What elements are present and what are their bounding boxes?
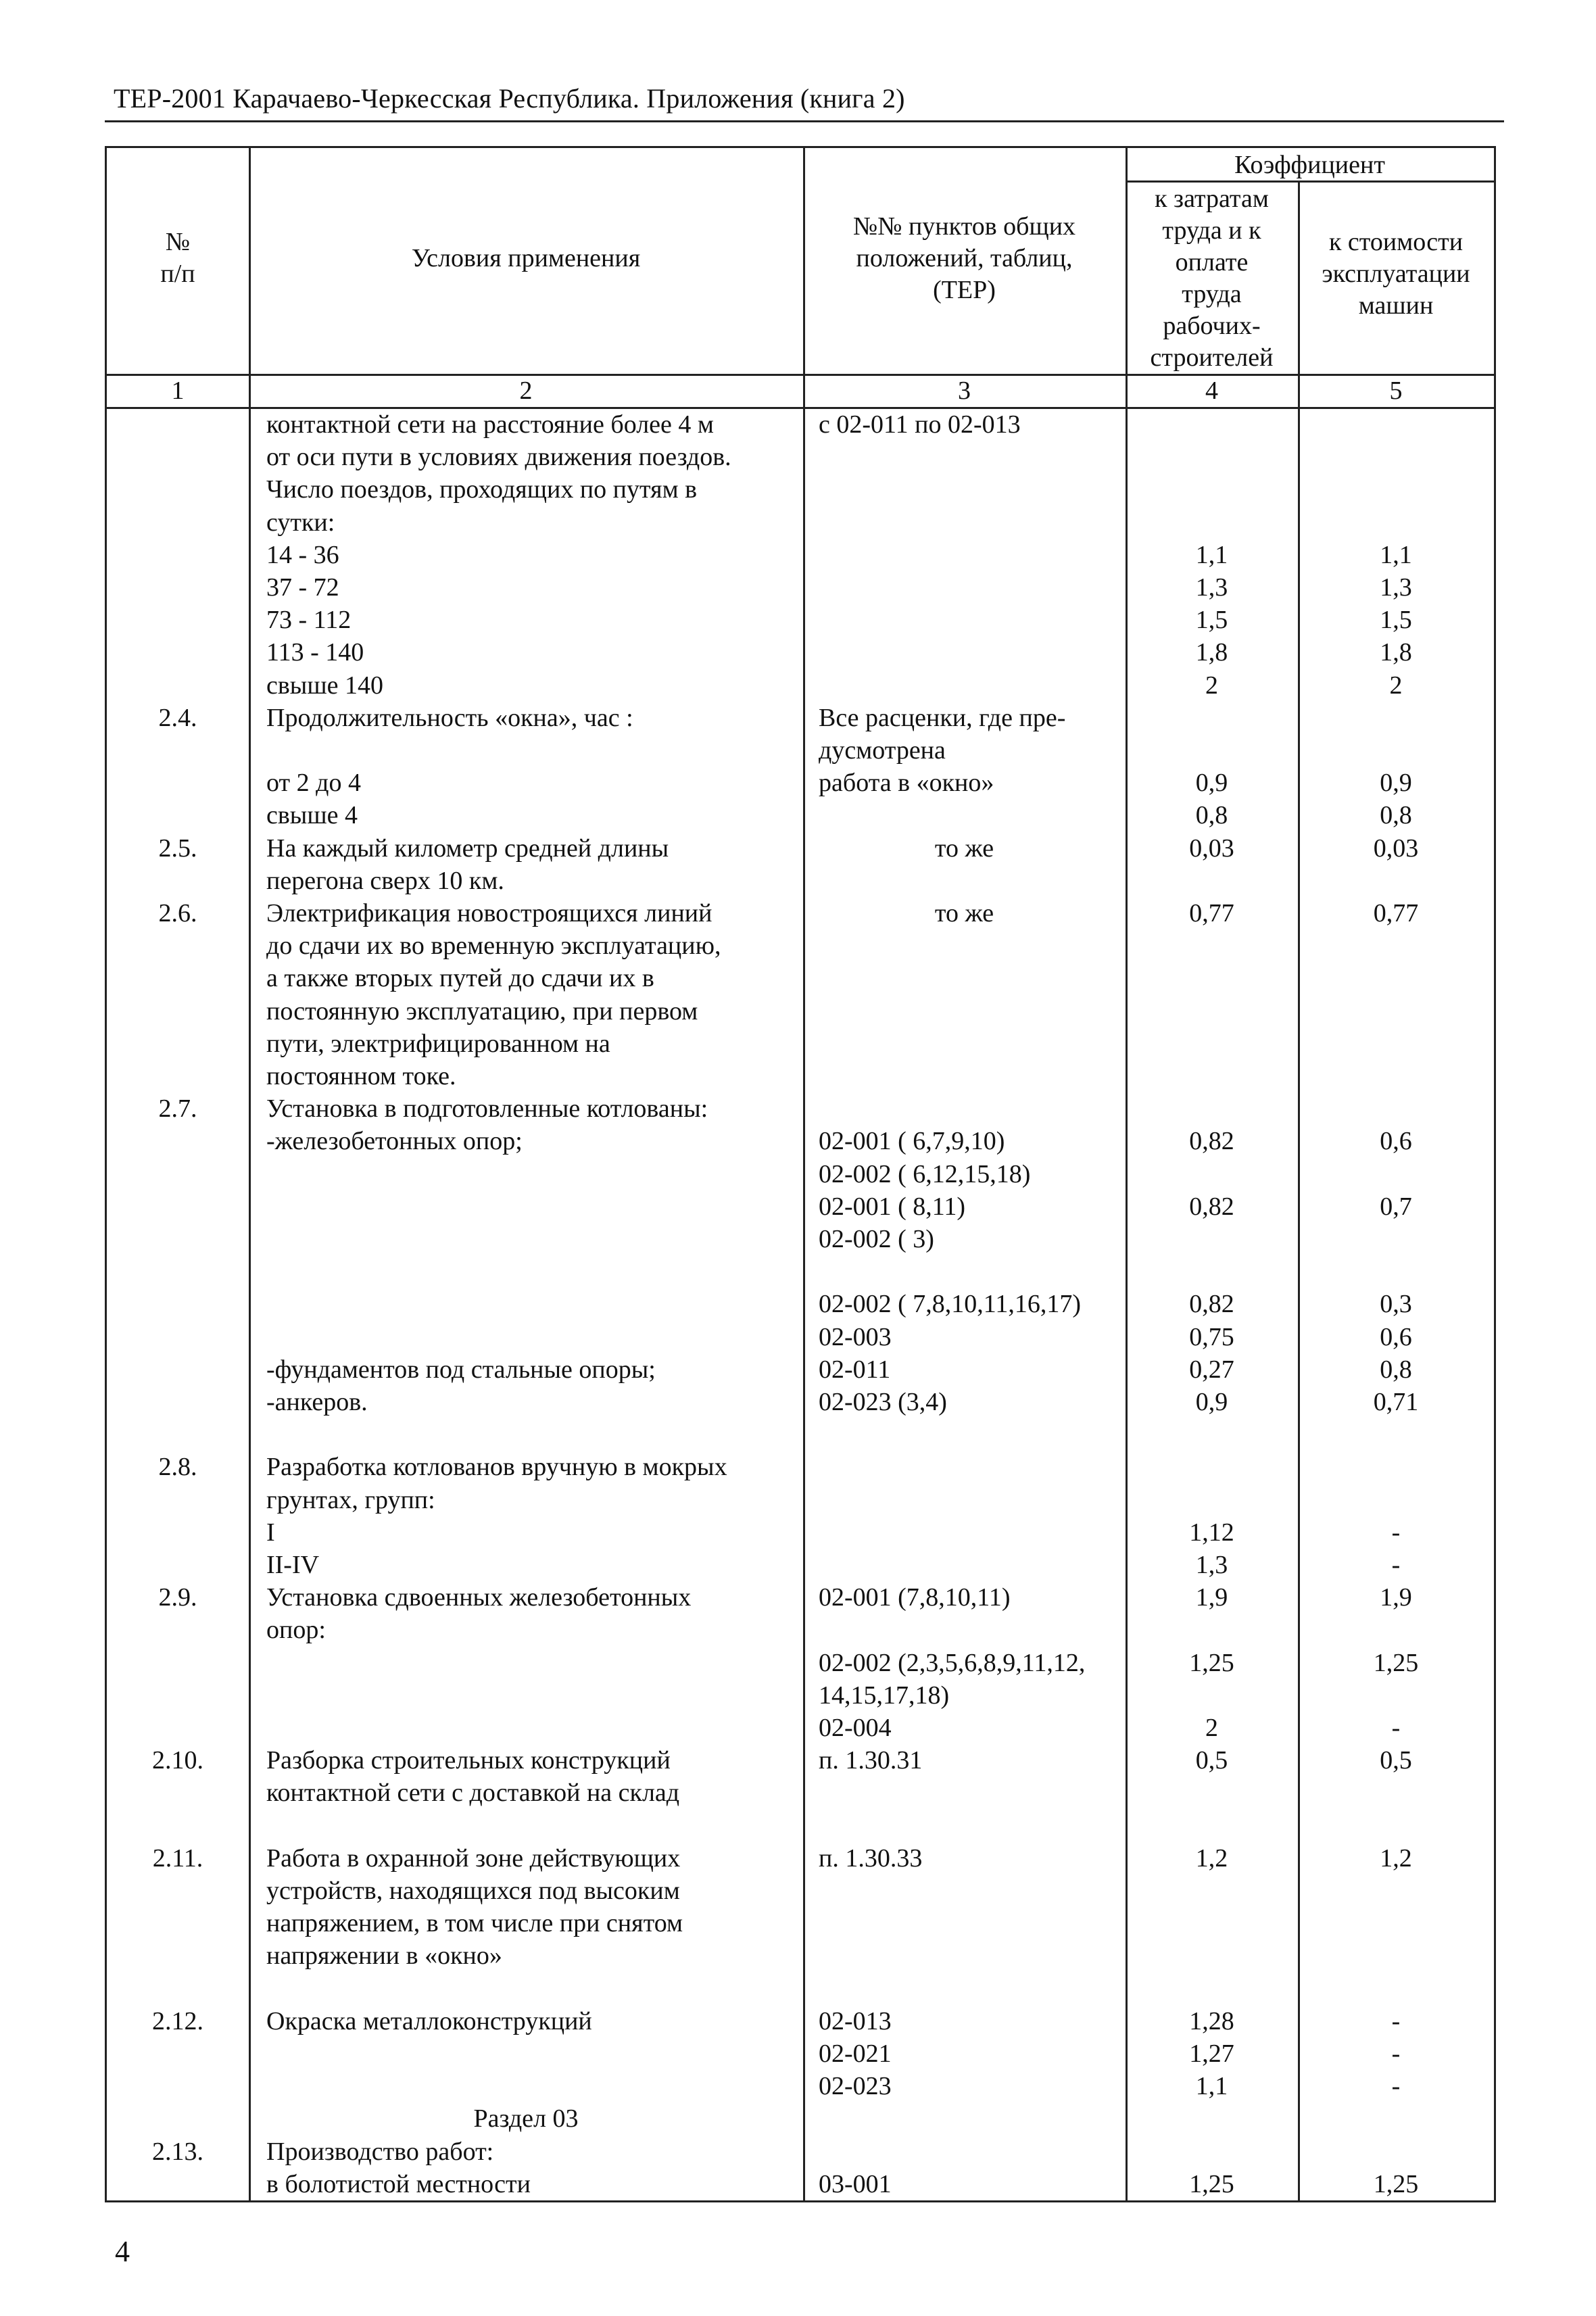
labor-coefficient-value: 0,75 (1189, 1322, 1234, 1351)
labor-coefficient-value: 0,82 (1189, 1192, 1234, 1221)
column-divider (1126, 148, 1128, 2200)
row-condition: опор: (266, 1616, 326, 1645)
row-condition: 14 - 36 (266, 540, 339, 569)
row-condition: постоянную эксплуатацию, при первом (266, 996, 698, 1026)
labor-coefficient-value: 1,8 (1195, 638, 1228, 667)
labor-coefficient-value: 1,25 (1189, 2169, 1234, 2198)
header-conditions: Условия применения (411, 244, 641, 272)
row-reference: 02-002 (2,3,5,6,8,9,11,12, (819, 1648, 1086, 1677)
row-number: 2.4. (158, 703, 197, 732)
machine-coefficient-value: 0,9 (1380, 769, 1412, 798)
row-condition: Производство работ: (266, 2137, 494, 2166)
machine-coefficient-value: 2 (1389, 671, 1403, 700)
column-number-2: 2 (519, 377, 533, 405)
row-condition: Число поездов, проходящих по путям в (266, 475, 698, 504)
row-number: 2.9. (158, 1583, 197, 1612)
labor-coefficient-value: 1,2 (1195, 1843, 1228, 1873)
row-condition: постоянном токе. (266, 1062, 456, 1090)
row-reference: Все расценки, где пре- (819, 703, 1066, 732)
row-reference: 02-023 (3,4) (819, 1388, 947, 1416)
header-col-number: № п/п (160, 228, 195, 288)
labor-coefficient-value: 1,27 (1189, 2040, 1234, 2068)
machine-coefficient-value: 0,03 (1373, 834, 1419, 863)
row-number: 2.8. (158, 1453, 197, 1482)
row-condition: Разборка строительных конструкций (266, 1746, 671, 1775)
labor-coefficient-value: 1,28 (1189, 2006, 1234, 2035)
page-number: 4 (115, 2235, 130, 2268)
row-reference: 14,15,17,18) (819, 1681, 950, 1710)
row-condition: устройств, находящихся под высоким (266, 1877, 680, 1905)
row-condition: напряжении в «окно» (266, 1941, 502, 1971)
machine-coefficient-value: 0,7 (1380, 1192, 1412, 1221)
row-condition: свыше 4 (266, 801, 358, 830)
row-condition: Электрификация новостроящихся линий (266, 899, 712, 927)
labor-coefficient-value: 0,03 (1189, 834, 1234, 863)
row-reference: 02-003 (819, 1322, 892, 1351)
row-reference: с 02-011 по 02-013 (819, 410, 1021, 439)
labor-coefficient-value: 0,5 (1195, 1746, 1228, 1775)
row-condition: напряжением, в том числе при снятом (266, 1909, 683, 1938)
row-reference: 02-023 (819, 2072, 892, 2101)
machine-coefficient-value: 0,5 (1380, 1746, 1412, 1775)
column-number-1: 1 (171, 377, 185, 405)
row-condition: -анкеров. (266, 1388, 368, 1416)
machine-coefficient-value: 0,3 (1380, 1290, 1412, 1319)
labor-coefficient-value: 2 (1205, 1714, 1218, 1742)
labor-coefficient-value: 2 (1205, 671, 1218, 700)
row-reference: 02-001 ( 8,11) (819, 1192, 966, 1221)
section-heading: Раздел 03 (473, 2104, 579, 2133)
labor-coefficient-value: 0,9 (1195, 1388, 1228, 1416)
header-labor-coefficient: к затратам труда и к оплате труда рабочих- строителей (1150, 185, 1274, 372)
row-condition: до сдачи их во временную эксплуатацию, (266, 932, 721, 961)
machine-coefficient-value: 1,9 (1380, 1583, 1412, 1612)
row-reference: 02-002 ( 3) (819, 1225, 934, 1253)
row-reference: дусмотрена (819, 736, 946, 765)
labor-coefficient-value: 1,3 (1195, 573, 1228, 602)
labor-coefficient-value: 1,3 (1195, 1551, 1228, 1579)
row-condition: а также вторых путей до сдачи их в (266, 964, 654, 993)
row-reference: то же (934, 834, 994, 863)
machine-coefficient-value: 0,6 (1380, 1127, 1412, 1156)
document-header-title: ТЕР-2001 Карачаево-Черкесская Республика. Приложения (книга 2) (114, 83, 905, 114)
labor-coefficient-value: 1,9 (1195, 1583, 1228, 1612)
labor-coefficient-value: 0,82 (1189, 1127, 1234, 1156)
row-condition: Установка в подготовленные котлованы: (266, 1094, 708, 1124)
row-condition: Работа в охранной зоне действующих (266, 1843, 681, 1873)
machine-coefficient-value: 0,71 (1373, 1388, 1419, 1416)
row-reference: 02-002 ( 7,8,10,11,16,17) (819, 1290, 1082, 1319)
labor-coefficient-value: 0,8 (1195, 801, 1228, 830)
row-condition: контактной сети с доставкой на склад (266, 1779, 680, 1808)
row-number: 2.6. (158, 899, 197, 927)
row-reference: 02-001 (7,8,10,11) (819, 1583, 1011, 1612)
row-reference: 02-004 (819, 1714, 892, 1742)
header-coefficient-group: Коэффициент (1234, 151, 1385, 179)
header-machine-coefficient: к стоимости эксплуатации машин (1322, 228, 1470, 320)
row-reference: 02-001 ( 6,7,9,10) (819, 1127, 1005, 1156)
machine-coefficient-value: 1,1 (1380, 540, 1412, 569)
machine-coefficient-value: 0,77 (1373, 899, 1419, 927)
machine-coefficient-value: - (1391, 2072, 1401, 2101)
row-condition: Разработка котлованов вручную в мокрых (266, 1453, 727, 1482)
row-condition: Продолжительность «окна», час : (266, 703, 633, 732)
machine-coefficient-value: - (1391, 2040, 1401, 2068)
row-reference: 02-021 (819, 2040, 892, 2068)
row-condition: свыше 140 (266, 671, 383, 700)
row-condition: от 2 до 4 (266, 769, 361, 798)
machine-coefficient-value: 0,6 (1380, 1322, 1412, 1351)
header-rule (105, 120, 1504, 122)
row-number: 2.11. (152, 1843, 203, 1873)
labor-coefficient-value: 1,1 (1195, 540, 1228, 569)
coefficient-table (105, 146, 1496, 2202)
row-condition: II-IV (266, 1551, 320, 1579)
row-reference: 02-011 (819, 1355, 891, 1384)
header-references: №№ пунктов общих положений, таблиц, (ТЕР) (852, 212, 1076, 304)
machine-coefficient-value: - (1391, 1518, 1401, 1547)
row-number: 2.10. (152, 1746, 203, 1775)
row-condition: I (266, 1518, 275, 1547)
column-number-4: 4 (1205, 377, 1218, 405)
row-condition: -железобетонных опор; (266, 1127, 523, 1156)
column-number-5: 5 (1389, 377, 1403, 405)
column-number-3: 3 (958, 377, 971, 405)
row-condition: 73 - 112 (266, 606, 352, 635)
row-reference: п. 1.30.31 (819, 1746, 923, 1775)
labor-coefficient-value: 0,9 (1195, 769, 1228, 798)
machine-coefficient-value: 1,2 (1380, 1843, 1412, 1873)
machine-coefficient-value: 1,3 (1380, 573, 1412, 602)
row-number: 2.12. (152, 2006, 203, 2035)
row-condition: грунтах, групп: (266, 1485, 435, 1514)
row-number: 2.7. (158, 1094, 197, 1124)
row-reference: работа в «окно» (819, 769, 994, 798)
column-divider (249, 148, 251, 2200)
labor-coefficient-value: 1,25 (1189, 1648, 1234, 1677)
labor-coefficient-value: 1,12 (1189, 1518, 1234, 1547)
row-reference: 02-002 ( 6,12,15,18) (819, 1159, 1031, 1188)
row-condition: пути, электрифицированном на (266, 1029, 610, 1058)
row-reference: 03-001 (819, 2169, 892, 2198)
machine-coefficient-value: - (1391, 1551, 1401, 1579)
row-condition: контактной сети на расстояние более 4 м (266, 410, 714, 439)
machine-coefficient-value: 1,25 (1373, 2169, 1419, 2198)
machine-coefficient-value: 0,8 (1380, 1355, 1412, 1384)
labor-coefficient-value: 0,27 (1189, 1355, 1234, 1384)
machine-coefficient-value: - (1391, 1714, 1401, 1742)
labor-coefficient-value: 0,77 (1189, 899, 1234, 927)
row-reference: п. 1.30.33 (819, 1843, 923, 1873)
row-number: 2.13. (152, 2137, 203, 2166)
row-condition: Установка сдвоенных железобетонных (266, 1583, 692, 1612)
machine-coefficient-value: 1,5 (1380, 606, 1412, 635)
row-condition: 37 - 72 (266, 573, 339, 602)
row-reference: 02-013 (819, 2006, 892, 2035)
row-condition: 113 - 140 (266, 638, 364, 667)
machine-coefficient-value: - (1391, 2006, 1401, 2035)
row-condition: перегона сверх 10 км. (266, 866, 504, 895)
machine-coefficient-value: 0,8 (1380, 801, 1412, 830)
row-condition: На каждый километр средней длины (266, 834, 669, 863)
row-condition: -фундаментов под стальные опоры; (266, 1355, 656, 1384)
row-number: 2.5. (158, 834, 197, 863)
row-condition: в болотистой местности (266, 2169, 531, 2198)
row-condition: Окраска металлоконструкций (266, 2006, 592, 2035)
machine-coefficient-value: 1,25 (1373, 1648, 1419, 1677)
labor-coefficient-value: 1,5 (1195, 606, 1228, 635)
row-reference: то же (934, 899, 994, 927)
row-condition: от оси пути в условиях движения поездов. (266, 443, 731, 472)
labor-coefficient-value: 0,82 (1189, 1290, 1234, 1319)
column-divider (803, 148, 805, 2200)
machine-coefficient-value: 1,8 (1380, 638, 1412, 667)
row-condition: сутки: (266, 508, 335, 537)
labor-coefficient-value: 1,1 (1195, 2072, 1228, 2101)
